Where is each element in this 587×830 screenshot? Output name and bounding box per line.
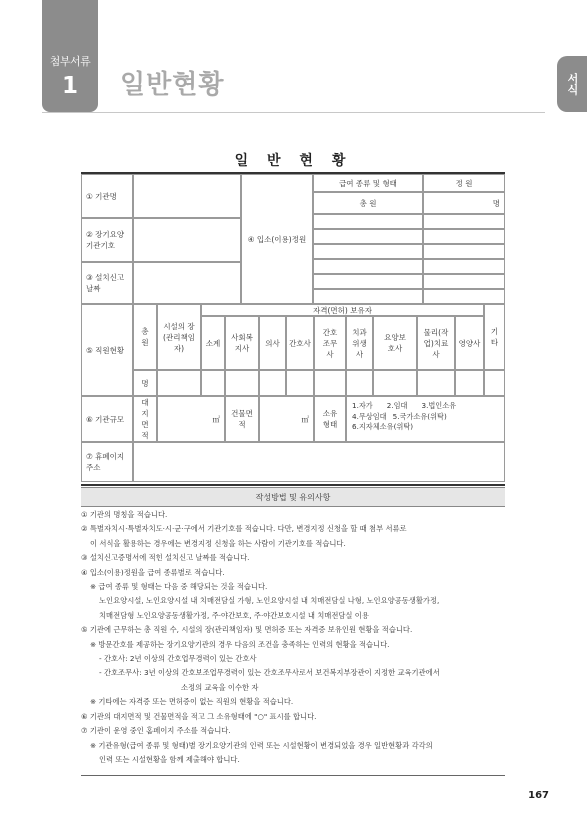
ownership-row-3 [352, 422, 500, 433]
land-area-unit: ㎡ [212, 414, 220, 424]
closure-label: ⑦ 휴폐이지주소 [81, 442, 133, 482]
guide-line: ④ 입소(이용)정원을 급여 종류별로 적습니다. [81, 567, 225, 577]
ownership-label: 소유형태 [314, 396, 346, 442]
benefit-type-row[interactable] [313, 274, 423, 289]
qual-field[interactable] [314, 370, 346, 396]
staff-unit: 명 [141, 378, 149, 388]
ownership-option[interactable]: 1.자가 [352, 401, 373, 410]
ownership-row-1 [352, 401, 500, 412]
building-area-unit: ㎡ [301, 414, 309, 424]
qual-field[interactable] [373, 370, 417, 396]
qual-header-2: 간호사 [286, 316, 314, 370]
quota-row[interactable] [423, 274, 505, 289]
install-date-field[interactable] [133, 262, 241, 304]
org-symbol-field[interactable] [133, 218, 241, 262]
qual-header-6: 물리(작업)치료사 [417, 316, 455, 370]
total-capacity-label: 총 원 [313, 192, 423, 214]
guide-line: ※ 방문간호를 제공하는 장기요양기관의 경우 다음의 조건을 충족하는 인력의 현황을 적습니다. [90, 639, 390, 649]
header-divider [42, 112, 545, 113]
guide-line: 치매전담형 노인요양공동생활가정, 주·야간보호, 주·야간보호시설 내 치매전담실 이용 [99, 610, 369, 620]
ownership-option[interactable]: 3.법인소유 [421, 401, 457, 410]
scale-label: ⑥ 기관규모 [81, 396, 133, 442]
page-number: 167 [528, 790, 549, 801]
ownership-option[interactable]: 6.지자체소유(위탁) [352, 422, 414, 431]
staff-total-field[interactable] [133, 370, 157, 396]
ownership-option[interactable]: 2.임대 [386, 401, 408, 410]
other-header: 기타 [484, 304, 505, 370]
appendix-tab [42, 0, 98, 112]
guide-line: 이 서식을 활용하는 경우에는 변경지정 신청을 하는 사람이 기관기호를 적습니다. [90, 538, 346, 548]
ownership-option[interactable]: 5.국가소유(위탁) [392, 411, 447, 421]
benefit-type-row[interactable] [313, 214, 423, 229]
guide-line: ② 특별자치시·특별자치도·시·군·구에서 기관기호를 적습니다. 다만, 변경지정 신청을 할 때 첨부 서류로 [81, 524, 407, 534]
guide-line: 노인요양시설, 노인요양시설 내 치매전담실 가형, 노인요양시설 내 치매전담실 나형, 노인요양공동생활가정, [99, 596, 440, 606]
qual-field[interactable] [455, 370, 484, 396]
qual-header-3: 간호조무사 [314, 316, 346, 370]
total-capacity-field[interactable] [423, 192, 505, 214]
land-area-label: 대지면적 [133, 396, 157, 442]
guide-line: ⑤ 기관에 근무하는 총 직원 수, 시설의 장(관리책임자) 및 면허증 또는 자격증 보유인원 현황을 적습니다. [81, 625, 413, 635]
general-status-form [81, 172, 505, 486]
guide-bottom-rule [81, 775, 505, 776]
form-title: 일 반 현 황 [234, 153, 353, 169]
org-name-field[interactable] [133, 174, 241, 218]
org-symbol-label: ② 장기요양기관기호 [81, 218, 133, 262]
install-date-label: ③ 설치신고날짜 [81, 262, 133, 304]
ownership-option[interactable]: 4.무상임대 [352, 411, 387, 421]
quota-header: 정 원 [423, 174, 505, 192]
appendix-tab-label: 첨부서류 [49, 55, 91, 68]
benefit-type-row[interactable] [313, 244, 423, 259]
guide-list [81, 508, 505, 767]
qual-header-5: 요양보호사 [373, 316, 417, 370]
guide-line: ※ 급여 종류 및 형태는 다음 중 해당되는 것을 적습니다. [90, 582, 268, 592]
org-name-label: ① 기관명 [81, 174, 133, 218]
appendix-tab-number: 1 [61, 73, 78, 99]
subtotal-field[interactable] [201, 370, 225, 396]
benefit-type-header: 급여 종류 및 형태 [313, 174, 423, 192]
page-title: 일반현황 [120, 70, 225, 100]
quota-row[interactable] [423, 289, 505, 304]
quota-row[interactable] [423, 244, 505, 259]
qual-field[interactable] [286, 370, 314, 396]
qual-header-1: 의사 [259, 316, 286, 370]
building-area-field[interactable] [259, 396, 314, 442]
capacity-label: ④ 입소(이용)정원 [241, 174, 313, 304]
side-index-tab[interactable] [557, 56, 587, 112]
subtotal-header: 소계 [201, 316, 225, 370]
qual-header-4: 치과위생사 [346, 316, 373, 370]
other-field[interactable] [484, 370, 505, 396]
guide-header: 작성방법 및 유의사항 [81, 487, 505, 507]
building-area-label: 건물면적 [225, 396, 259, 442]
qual-header-0: 사회복지사 [225, 316, 259, 370]
guide-line: ① 기관의 명칭을 적습니다. [81, 510, 168, 519]
person-unit: 명 [492, 198, 500, 208]
qual-field[interactable] [259, 370, 286, 396]
land-area-field[interactable] [157, 396, 225, 442]
qualification-header: 자격(면허) 보유자 [201, 304, 484, 316]
guide-line: ⑥ 기관의 대지면적 및 건물면적을 적고 그 소유형태에 "○" 표시를 합니다. [81, 711, 317, 721]
staff-total-header: 총원 [133, 304, 157, 370]
guide-line: 인력 또는 시설현황을 함께 제출해야 합니다. [99, 754, 240, 764]
staff-label: ⑤ 직원현황 [81, 304, 133, 396]
guide-line: ※ 기관유형(급여 종류 및 형태)별 장기요양기관의 인력 또는 시설현황이 변경되었을 경우 일반현황과 각각의 [90, 740, 433, 750]
qual-field[interactable] [225, 370, 259, 396]
quota-row[interactable] [423, 259, 505, 274]
facility-head-field[interactable] [157, 370, 201, 396]
guide-line: - 간호조무사: 3년 이상의 간호보조업무경력이 있는 간호조무사로서 보건복지부장관이 지정한 교육기관에서 [99, 668, 440, 678]
benefit-type-row[interactable] [313, 229, 423, 244]
guide-line: - 간호사: 2년 이상의 간호업무경력이 있는 간호사 [99, 654, 257, 664]
benefit-type-row[interactable] [313, 289, 423, 304]
facility-head-header: 시설의 장(관리책임자) [157, 304, 201, 370]
guide-line: ※ 기타에는 자격증 또는 면허증이 없는 직원의 현황을 적습니다. [90, 697, 294, 707]
benefit-type-row[interactable] [313, 259, 423, 274]
ownership-options[interactable] [346, 396, 505, 442]
guide-line: 소정의 교육을 이수한 자 [181, 682, 259, 692]
guide-line: ③ 설치신고증명서에 적힌 설치신고 날짜를 적습니다. [81, 553, 250, 563]
qual-header-7: 영양사 [455, 316, 484, 370]
guide-line: ⑦ 기관이 운영 중인 홈페이지 주소를 적습니다. [81, 726, 231, 736]
qual-field[interactable] [346, 370, 373, 396]
closure-field[interactable] [133, 442, 505, 482]
side-index-tab-label: 서식 [566, 73, 579, 95]
quota-row[interactable] [423, 229, 505, 244]
quota-row[interactable] [423, 214, 505, 229]
ownership-row-2 [352, 412, 500, 423]
qual-field[interactable] [417, 370, 455, 396]
